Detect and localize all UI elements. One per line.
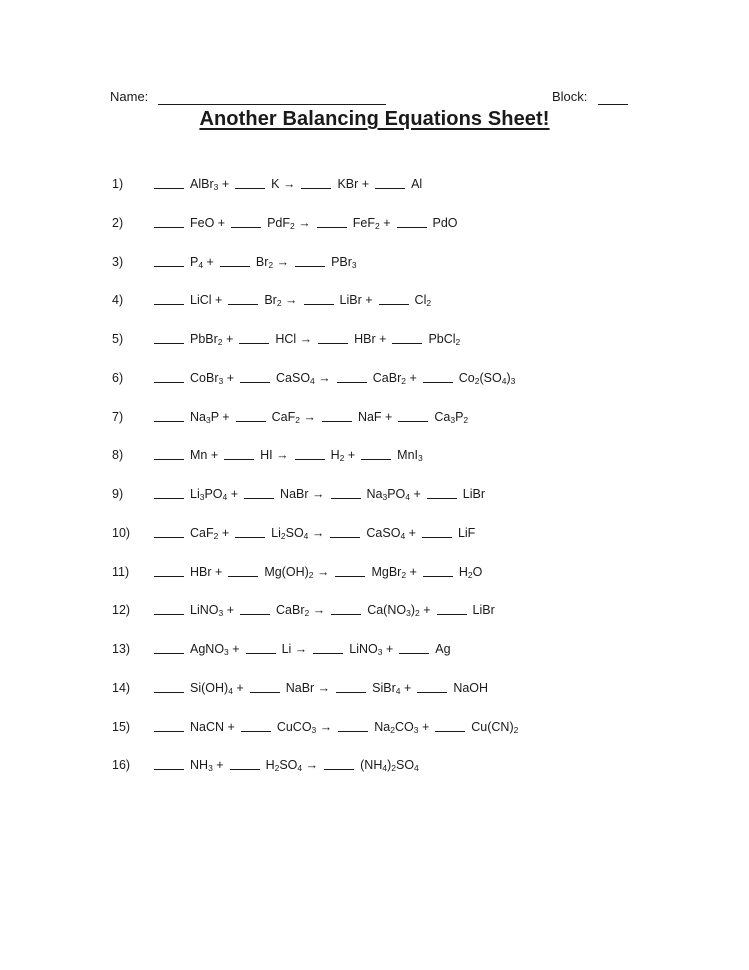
coefficient-blank[interactable] xyxy=(331,602,361,615)
formula-term: NaBr → xyxy=(280,487,325,501)
coefficient-blank[interactable] xyxy=(154,486,184,499)
coefficient-blank[interactable] xyxy=(154,292,184,305)
equation-number: 1) xyxy=(112,177,124,191)
coefficient-blank[interactable] xyxy=(338,719,368,732)
formula-term: FeO + xyxy=(190,215,226,230)
coefficient-blank[interactable] xyxy=(417,680,447,693)
coefficient-blank[interactable] xyxy=(422,525,452,538)
formula-term: FeF$_2$ + xyxy=(352,215,391,231)
equation-number: 13) xyxy=(112,642,131,656)
formula-term: PdO xyxy=(432,215,458,230)
formula-term: $Na_2CO_3$ + xyxy=(374,719,430,735)
equation-number: 10) xyxy=(112,525,131,540)
formula-term: LiNO$_3$ + xyxy=(349,642,394,657)
equation-row xyxy=(0,717,749,737)
formula-term: CaSO$_4$ → xyxy=(276,370,331,386)
block-field[interactable] xyxy=(598,104,628,105)
coefficient-blank[interactable] xyxy=(318,331,348,344)
coefficient-blank[interactable] xyxy=(295,447,325,460)
formula-term: $Br_2$ → xyxy=(255,254,290,270)
coefficient-blank[interactable] xyxy=(423,370,453,383)
coefficient-blank[interactable] xyxy=(397,215,427,228)
coefficient-blank[interactable] xyxy=(361,447,391,460)
formula-term: Ag xyxy=(435,642,451,656)
equation-row xyxy=(0,407,749,427)
coefficient-blank[interactable] xyxy=(224,447,254,460)
coefficient-blank[interactable] xyxy=(154,331,184,344)
coefficient-blank[interactable] xyxy=(241,719,271,732)
equation-row xyxy=(0,290,749,310)
coefficient-blank[interactable] xyxy=(313,641,343,654)
equation-number: 8) xyxy=(112,448,124,463)
coefficient-blank[interactable] xyxy=(330,525,360,538)
formula-term: LiBr xyxy=(462,487,486,501)
equation-row xyxy=(0,600,749,620)
formula-term: $H_2SO_4$ → xyxy=(265,758,319,774)
coefficient-blank[interactable] xyxy=(154,176,184,189)
coefficient-blank[interactable] xyxy=(240,602,270,615)
page-title: Another Balancing Equations Sheet! xyxy=(199,108,550,130)
coefficient-blank[interactable] xyxy=(423,564,453,577)
equation-number: 12) xyxy=(112,603,131,618)
coefficient-blank[interactable] xyxy=(154,215,184,228)
formula-term: $Ca(NO_3)_2$ + xyxy=(367,603,431,619)
equation-row xyxy=(0,329,749,349)
coefficient-blank[interactable] xyxy=(231,215,261,228)
coefficient-blank[interactable] xyxy=(228,292,258,305)
equation-row xyxy=(0,213,749,233)
formula-term: LiNO$_3$ + xyxy=(190,603,234,619)
coefficient-blank[interactable] xyxy=(246,641,276,654)
equation-number: 5) xyxy=(112,332,124,346)
coefficient-blank[interactable] xyxy=(336,680,366,693)
equation-number: 16) xyxy=(112,758,131,773)
formula-term: AgNO$_3$ + xyxy=(190,642,240,657)
equation-number: 14) xyxy=(112,680,131,695)
block-label: Block: xyxy=(552,89,588,104)
coefficient-blank[interactable] xyxy=(301,176,331,189)
formula-term: $Cu(CN)_2$ xyxy=(471,719,519,735)
formula-term: HI → xyxy=(260,448,289,463)
coefficient-blank[interactable] xyxy=(398,409,428,422)
formula-term: LiF xyxy=(457,525,476,540)
coefficient-blank[interactable] xyxy=(324,757,354,770)
coefficient-blank[interactable] xyxy=(154,254,184,267)
equation-row xyxy=(0,252,749,272)
coefficient-blank[interactable] xyxy=(154,447,184,460)
coefficient-blank[interactable] xyxy=(317,215,347,228)
formula-term: CuCO$_3$ → xyxy=(276,719,333,735)
formula-term: CaF$_2$ → xyxy=(271,409,316,425)
equation-number: 9) xyxy=(112,487,124,501)
coefficient-blank[interactable] xyxy=(154,409,184,422)
formula-term: LiBr + xyxy=(339,293,373,308)
formula-term: $Co_2(SO_4)_3$ xyxy=(458,370,516,386)
coefficient-blank[interactable] xyxy=(437,602,467,615)
formula-term: HBr + xyxy=(190,564,223,579)
coefficient-blank[interactable] xyxy=(337,370,367,383)
formula-term: NaCN + xyxy=(190,719,235,734)
formula-term: Li → xyxy=(281,642,308,656)
coefficient-blank[interactable] xyxy=(240,370,270,383)
equation-row xyxy=(0,445,749,465)
coefficient-blank[interactable] xyxy=(154,525,184,538)
formula-term: CaSO$_4$ + xyxy=(366,525,416,541)
coefficient-blank[interactable] xyxy=(250,680,280,693)
formula-term: PbBr$_2$ + xyxy=(190,332,234,347)
coefficient-blank[interactable] xyxy=(399,641,429,654)
name-label: Name: xyxy=(110,89,149,104)
formula-term: $Br_2$ → xyxy=(264,293,298,309)
formula-term: $Li_3PO_4$ + xyxy=(190,487,239,502)
coefficient-blank[interactable] xyxy=(154,370,184,383)
formula-term: PbCl$_2$ xyxy=(428,332,461,347)
coefficient-blank[interactable] xyxy=(154,680,184,693)
coefficient-blank[interactable] xyxy=(392,331,422,344)
formula-term: $(NH_4)_2SO_4$ xyxy=(360,758,419,774)
name-field[interactable] xyxy=(158,104,386,105)
equation-number: 7) xyxy=(112,409,124,424)
coefficient-blank[interactable] xyxy=(236,409,266,422)
formula-term: NaF + xyxy=(357,409,393,424)
equation-row xyxy=(0,678,749,698)
formula-term: CoBr$_3$ + xyxy=(190,370,234,386)
coefficient-blank[interactable] xyxy=(335,564,365,577)
coefficient-blank[interactable] xyxy=(235,525,265,538)
formula-term: $H_2O$ xyxy=(458,564,483,580)
equation-row xyxy=(0,755,749,775)
equation-row xyxy=(0,368,749,388)
equation-row xyxy=(0,174,749,194)
coefficient-blank[interactable] xyxy=(154,641,184,654)
formula-term: MgBr$_2$ + xyxy=(371,564,417,580)
formula-term: LiBr xyxy=(472,603,495,618)
equation-row xyxy=(0,523,749,543)
equation-number: 4) xyxy=(112,293,124,308)
formula-term: $Na_3PO_4$ + xyxy=(366,487,421,502)
coefficient-blank[interactable] xyxy=(435,719,465,732)
coefficient-blank[interactable] xyxy=(154,719,184,732)
coefficient-blank[interactable] xyxy=(154,602,184,615)
equation-number: 15) xyxy=(112,719,131,734)
formula-term: MnI$_3$ xyxy=(397,448,423,464)
formula-term: Mn + xyxy=(190,448,219,463)
formula-term: $Ca_3P_2$ xyxy=(434,409,469,425)
coefficient-blank[interactable] xyxy=(220,254,250,267)
formula-term: CaBr$_2$ + xyxy=(372,370,417,386)
coefficient-blank[interactable] xyxy=(230,757,260,770)
equation-number: 2) xyxy=(112,215,124,230)
coefficient-blank[interactable] xyxy=(228,564,258,577)
equation-row xyxy=(0,484,749,504)
formula-term: HCl → xyxy=(275,332,313,346)
formula-term: NaBr → xyxy=(285,680,331,695)
formula-term: Al xyxy=(411,177,423,191)
coefficient-blank[interactable] xyxy=(375,176,405,189)
equation-row xyxy=(0,562,749,582)
formula-term: $Cl_2$ xyxy=(414,293,432,309)
formula-term: $H_2$ + xyxy=(330,448,356,464)
formula-term: NaOH xyxy=(453,680,489,695)
formula-term: HBr + xyxy=(354,332,387,346)
coefficient-blank[interactable] xyxy=(154,757,184,770)
coefficient-blank[interactable] xyxy=(239,331,269,344)
formula-term: SiBr$_4$ + xyxy=(372,680,412,696)
formula-term: AlBr$_3$ + xyxy=(190,177,230,192)
formula-term: $Li_2SO_4$ → xyxy=(271,525,325,541)
formula-term: CaBr$_2$ → xyxy=(276,603,326,619)
coefficient-blank[interactable] xyxy=(427,486,457,499)
equation-number: 3) xyxy=(112,254,124,269)
coefficient-blank[interactable] xyxy=(295,254,325,267)
coefficient-blank[interactable] xyxy=(244,486,274,499)
coefficient-blank[interactable] xyxy=(331,486,361,499)
formula-term: $NH_3$ + xyxy=(190,758,224,774)
formula-term: $Na_3P$ + xyxy=(190,409,230,425)
formula-term: $Mg(OH)_2$ → xyxy=(264,564,330,580)
formula-term: PBr$_3$ xyxy=(331,254,357,270)
coefficient-blank[interactable] xyxy=(304,292,334,305)
formula-term: LiCl + xyxy=(190,293,223,308)
formula-term: KBr + xyxy=(337,177,370,191)
equation-number: 6) xyxy=(112,370,124,385)
equation-number: 11) xyxy=(112,564,130,579)
coefficient-blank[interactable] xyxy=(379,292,409,305)
formula-term: CaF$_2$ + xyxy=(190,525,230,541)
formula-term: $Si(OH)_4$ + xyxy=(190,680,244,696)
formula-term: K → xyxy=(271,177,296,191)
coefficient-blank[interactable] xyxy=(154,564,184,577)
equation-row xyxy=(0,639,749,659)
coefficient-blank[interactable] xyxy=(322,409,352,422)
formula-term: PdF$_2$ → xyxy=(267,215,311,231)
coefficient-blank[interactable] xyxy=(235,176,265,189)
formula-term: $P_4$ + xyxy=(190,254,214,270)
